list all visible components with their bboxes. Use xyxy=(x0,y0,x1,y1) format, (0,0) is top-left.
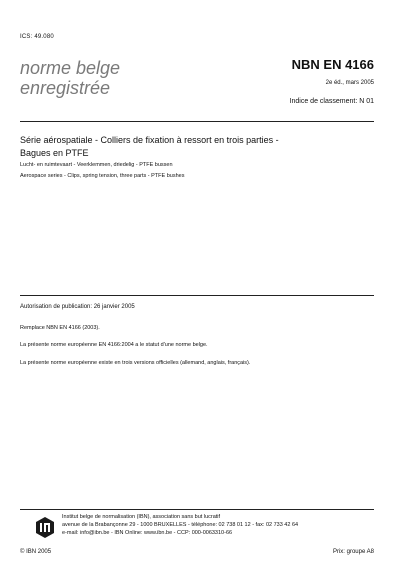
brand-title xyxy=(20,58,120,98)
dutch-title: Lucht- en ruimtevaart - Veerklemmen, driedelig - PTFE bussen xyxy=(20,162,173,168)
standard-number: NBN EN 4166 xyxy=(291,57,374,72)
brand-line-1: norme belge xyxy=(20,58,121,78)
ibn-logo xyxy=(36,517,54,538)
brand-line-2: enregistrée xyxy=(20,78,111,98)
price-group: Prix: groupe A8 xyxy=(332,549,374,555)
footer-divider xyxy=(20,509,374,510)
french-title xyxy=(20,134,360,160)
english-title: Aerospace series - Clips, spring tension, three parts - PTFE bushes xyxy=(20,173,185,179)
french-title-line-2: Bagues en PTFE xyxy=(20,148,89,158)
copyright-notice: © IBN 2005 xyxy=(20,549,52,555)
french-title-line-1: Série aérospatiale - Colliers de fixation à ressort en trois parties - xyxy=(20,135,279,145)
status-note: La présente norme européenne EN 4166:2004 a le statut d'une norme belge. xyxy=(20,342,208,348)
publication-authorisation: Autorisation de publication: 26 janvier 2005 xyxy=(20,304,135,310)
versions-note: La présente norme européenne existe en trois versions officielles (allemand, anglais, français). xyxy=(20,360,251,366)
top-divider xyxy=(20,121,374,122)
institute-address: avenue de la Brabançonne 29 - 1000 BRUXELLES - téléphone: 02 738 01 12 - fax: 02 733 42 64 xyxy=(62,522,299,528)
classification-index: Indice de classement: N 01 xyxy=(289,98,374,105)
institute-name: Institut belge de normalisation (IBN), association sans but lucratif xyxy=(62,514,221,520)
edition-date: 2e éd., mars 2005 xyxy=(325,80,374,86)
ics-code: ICS: 49.080 xyxy=(20,34,54,40)
replaces-note: Remplace NBN EN 4166 (2003). xyxy=(20,325,100,331)
middle-divider xyxy=(20,295,374,296)
institute-contact: e-mail: info@ibn.be - IBN Online: www.ibn.be - CCP: 000-0063310-66 xyxy=(62,530,233,536)
